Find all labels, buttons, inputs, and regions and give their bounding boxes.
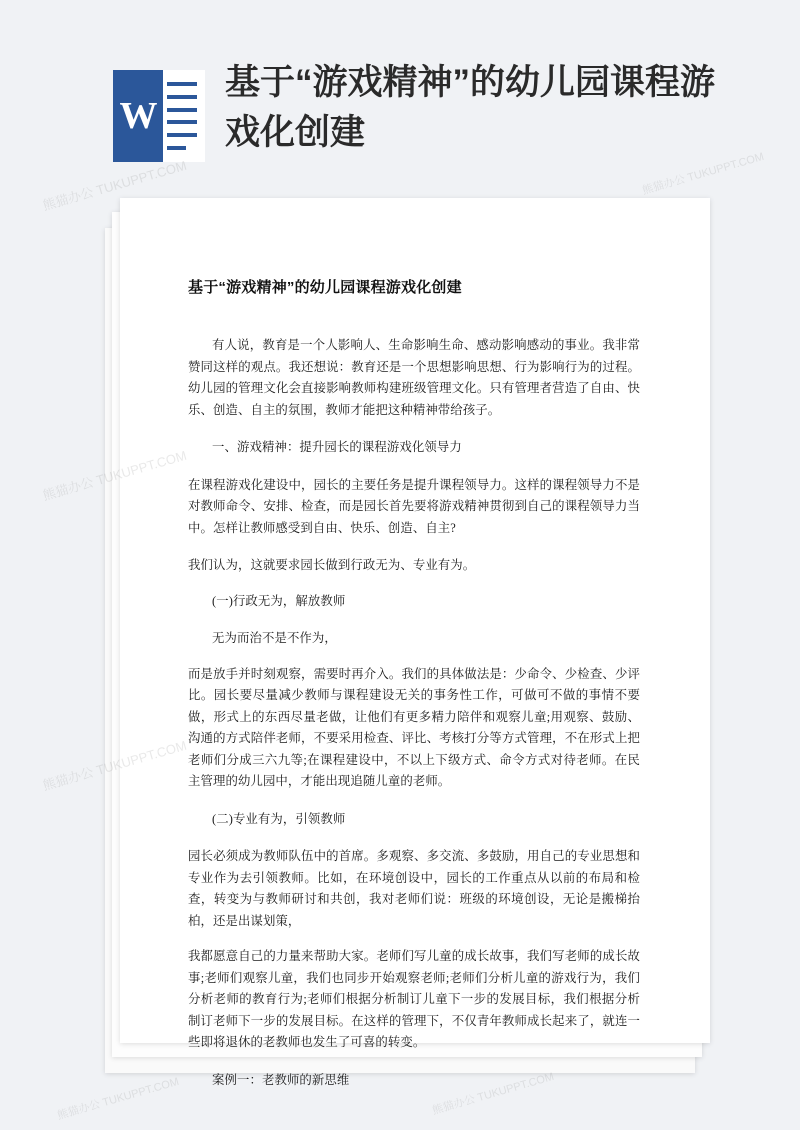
document-section-heading: (一)行政无为，解放教师 xyxy=(212,593,346,608)
document-section-heading: 案例一：老教师的新思维 xyxy=(212,1072,350,1087)
word-logo-letter: W xyxy=(113,70,163,162)
document-paragraph: 无为而治不是不作为， xyxy=(212,631,337,645)
document-paragraph: 在课程游戏化建设中，园长的主要任务是提升课程领导力。这样的课程领导力不是对教师命令、安排、检查，而是园长首先要将游戏精神贯彻到自己的课程领导力当中。怎样让教师感受到自由、快乐、创造、自主? xyxy=(188,477,640,535)
logo-line xyxy=(167,120,197,124)
page-header xyxy=(0,0,800,200)
document-section-heading: 一、游戏精神：提升园长的课程游戏化领导力 xyxy=(212,440,462,454)
word-logo-lines xyxy=(163,70,205,162)
watermark: 熊猫办公 xyxy=(41,474,96,504)
document-paragraph: 有人说，教育是一个人影响人、生命影响生命、感动影响感动的事业。我非常赞同这样的观点。我还想说：教育还是一个思想影响思想、行为影响行为的过程。幼儿园的管理文化会直接影响教师构建班级管理文化。只有管理者营造了自由、快乐、创造、自主的氛围，教师才能把这种精神带给孩子。 xyxy=(188,338,640,417)
logo-line xyxy=(167,82,197,86)
document-paragraph: 我们认为，这就要求园长做到行政无为、专业有为。 xyxy=(188,558,476,572)
watermark: 熊猫办公 TUKUPPT.COM xyxy=(41,157,189,214)
document-paragraph: 园长必须成为教师队伍中的首席。多观察、多交流、多鼓励，用自己的专业思想和专业作为去引领教师。比如，在环境创设中，园长的工作重点从以前的布局和检查，转变为与教师研讨和共创，我对老师们说：班级的环境创设，无论是搬梯抬柏，还是出谋划策， xyxy=(188,849,640,928)
document-page-front xyxy=(120,198,710,1087)
logo-line xyxy=(167,146,186,150)
logo-line xyxy=(167,95,197,99)
document-content xyxy=(188,276,640,1107)
page-title: 基于“游戏精神”的幼儿园课程游戏化创建 xyxy=(225,63,716,152)
watermark: 熊猫办公 TUKUPPT.COM xyxy=(56,1075,181,1123)
document-title: 基于“游戏精神”的幼儿园课程游戏化创建 xyxy=(188,279,462,296)
document-paragraph: 我都愿意自己的力量来帮助大家。老师们写儿童的成长故事，我们写老师的成长故事;老师们观察儿童，我们也同步开始观察老师;老师们分析儿童的游戏行为，我们分析老师的教育行为;老师们根据分析制订儿童下一步的发展目标，我们根据分析制订老师下一步的发展目标。在这样的管理下，不仅青年教师成长起来了，就连一些即将退休的老教师也发生了可喜的转变。 xyxy=(188,949,640,1049)
document-paragraph: 而是放手并时刻观察，需要时再介入。我们的具体做法是：少命令、少检查、少评比。园长要尽量减少教师与课程建设无关的事务性工作，可做可不做的事情不要做，形式上的东西尽量老做，让他们有更多精力陪伴和观察儿童;用观察、鼓励、沟通的方式陪伴老师，不要采用检查、评比、考核打分等方式管理，不在形式上把老师们分成三六九等;在课程建设中，不以上下级方式、命令方式对待老师。在民主管理的幼儿园中，才能出现追随儿童的老师。 xyxy=(188,666,640,788)
logo-line xyxy=(167,108,197,112)
word-document-icon xyxy=(113,70,205,162)
document-preview-stack xyxy=(0,190,800,1090)
watermark: 熊猫办公 xyxy=(41,764,96,794)
watermark: 熊猫办公 TUKUPPT.COM xyxy=(431,1070,556,1118)
logo-line xyxy=(167,133,197,137)
document-section-heading: (二)专业有为，引领教师 xyxy=(212,811,346,826)
watermark: 熊猫办公 TUKUPPT.COM xyxy=(641,150,766,198)
